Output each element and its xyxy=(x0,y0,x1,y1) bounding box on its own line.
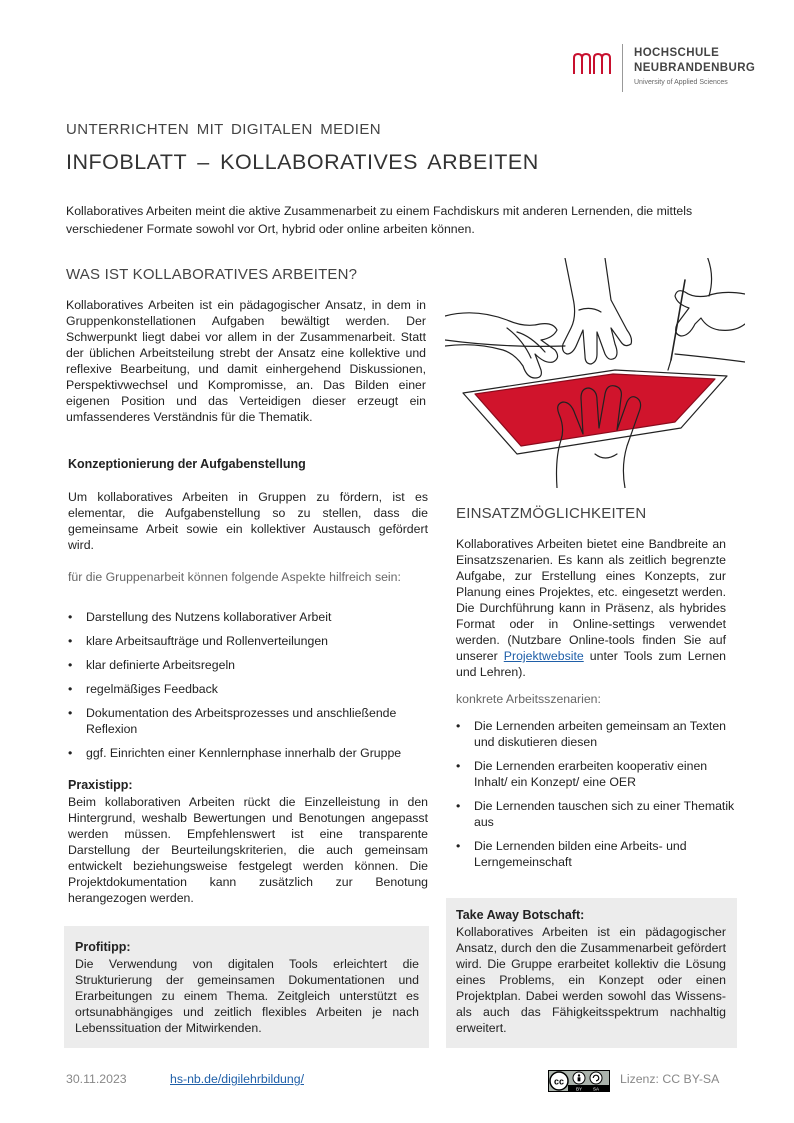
subheading-task-design: Konzeptionierung der Aufgabenstellung xyxy=(68,457,306,471)
university-logo xyxy=(572,44,762,94)
section-heading-use-cases: EINSATZMÖGLICHKEITEN xyxy=(456,505,647,522)
scenarios-lead: konkrete Arbeitsszenarien: xyxy=(456,692,601,706)
task-design-paragraph: Um kollaboratives Arbeiten in Gruppen zu fördern, ist es elementar, die Aufgabenstellung so zu stellen, dass die gemeinsame Arbeit sowie ein kollektiver Austausch gefördert wird. xyxy=(68,490,428,552)
list-item: • regelmäßiges Feedback xyxy=(68,681,438,697)
logo-divider xyxy=(622,44,623,92)
project-website-link[interactable]: Projektwebsite xyxy=(503,649,584,663)
practice-tip-heading: Praxistipp: xyxy=(68,778,133,792)
takeaway-text: Kollaboratives Arbeiten ist ein pädagogischer Ansatz, durch den die Zusammenarbeit gefördert wird. Die Gruppe erarbeitet kollektiv die Lösung eines Problems, ein Konzept oder einen Projektplan. Dabei werden sowohl das Wissens- als auch das Fähigkeitsspektrum nachhaltig erweitert. xyxy=(456,925,726,1035)
section-heading-what-is: WAS IST KOLLABORATIVES ARBEITEN? xyxy=(66,266,358,283)
use-cases-text-part1: Kollaboratives Arbeiten bietet eine Bandbreite an Einsatzszenarien. Es kann als zeitlich begrenzte Aufgabe, zur Erstellung eines Konzepts, zur Planung eines Projektes, etc. eingesetzt werden. Die Durchführung kann in Präsenz, als hybrides Format oder in Online-settings verwendet werden. (Nutzbare Online-tools finden Sie auf unserer xyxy=(456,537,726,663)
practice-tip-text: Beim kollaborativen Arbeiten rückt die Einzelleistung in den Hintergrund, weshalb Bewertungen und Benotungen angepasst werden müssen. Empfehlenswert ist eine transparente Darstellung der Beurteilungskriterien, die auch gemeinsam entwickelt beziehungsweise festgelegt werden können. Die Projektdokumentation kann zusätzlich zur Benotung herangezogen werden. xyxy=(68,795,428,905)
use-cases-paragraph xyxy=(456,536,726,680)
cc-badge-by-text: BY xyxy=(575,1086,583,1092)
takeaway-box xyxy=(446,898,737,1048)
what-is-paragraph: Kollaboratives Arbeiten ist ein pädagogischer Ansatz, in dem in Gruppenkonstellationen Aufgaben bewältigt werden. Der Schwerpunkt liegt dabei vor allem in der Zusammenarbeit. Statt der üblichen Arbeitsteilung strebt der Ansatz eine kollektive und reflexive Bearbeitung, und damit einhergehend Diskussionen, Perspektivwechsel und Kompromisse, an. Das Bilden einer eigenen Position und das Verteidigen dieser erzeugt ein umfassenderes Verständnis für die Thematik. xyxy=(66,298,426,424)
list-item: • klar definierte Arbeitsregeln xyxy=(68,657,438,673)
logo-text-line1: HOCHSCHULE xyxy=(634,47,720,59)
logo-mark-icon xyxy=(572,52,612,76)
footer-license: Lizenz: CC BY-SA xyxy=(620,1072,720,1086)
footer-date: 30.11.2023 xyxy=(66,1072,127,1086)
intro-text: Kollaboratives Arbeiten meint die aktive Zusammenarbeit zu einem Fachdiskurs mit anderen Lernenden, die mittels verschiedener Formate sowohl vor Ort, hybrid oder online arbeiten können. xyxy=(66,204,693,236)
list-item: • Die Lernenden bilden eine Arbeits- und Lerngemeinschaft xyxy=(456,838,736,870)
cc-by-sa-badge-icon xyxy=(548,1070,610,1092)
collaboration-hands-illustration xyxy=(445,258,745,488)
list-item: • ggf. Einrichten einer Kennlernphase innerhalb der Gruppe xyxy=(68,745,438,761)
profi-tip-text: Die Verwendung von digitalen Tools erleichtert die Strukturierung der gemeinsamen Dokumentationen und Erarbeitungen zu einem Thema. Zeitgleich unterstützt es ortsunabhängiges und zeitlich flexibles Arbeiten je nach Lebenssituation der Mitwirkenden. xyxy=(75,957,419,1035)
footer-website-link[interactable]: hs-nb.de/digilehrbildung/ xyxy=(170,1072,304,1086)
list-item: • Darstellung des Nutzens kollaborativer Arbeit xyxy=(68,609,438,625)
logo-text-line3: University of Applied Sciences xyxy=(634,79,728,86)
cc-badge-cc-text: cc xyxy=(553,1076,565,1087)
cc-badge-sa-text: SA xyxy=(592,1086,600,1092)
list-item: • klare Arbeitsaufträge und Rollenverteilungen xyxy=(68,633,438,649)
profi-tip-heading: Profitipp: xyxy=(75,940,131,954)
takeaway-heading: Take Away Botschaft: xyxy=(456,908,585,922)
page-title: INFOBLATT – KOLLABORATIVES ARBEITEN xyxy=(66,150,539,174)
list-item: • Die Lernenden erarbeiten kooperativ einen Inhalt/ ein Konzept/ eine OER xyxy=(456,758,736,790)
scenarios-list xyxy=(456,718,736,878)
aspects-list xyxy=(68,609,438,769)
use-cases-text-part2: unter Tools zum Lernen und Lehren). xyxy=(456,649,726,679)
aspects-lead: für die Gruppenarbeit können folgende Aspekte hilfreich sein: xyxy=(68,570,401,584)
page-kicker: UNTERRICHTEN MIT DIGITALEN MEDIEN xyxy=(66,121,381,138)
logo-text-line2: NEUBRANDENBURG xyxy=(634,62,756,74)
list-item: • Die Lernenden tauschen sich zu einer Thematik aus xyxy=(456,798,736,830)
list-item: • Dokumentation des Arbeitsprozesses und anschließende Reflexion xyxy=(68,705,438,737)
profi-tip-box xyxy=(64,926,429,1048)
list-item: • Die Lernenden arbeiten gemeinsam an Texten und diskutieren diesen xyxy=(456,718,736,750)
